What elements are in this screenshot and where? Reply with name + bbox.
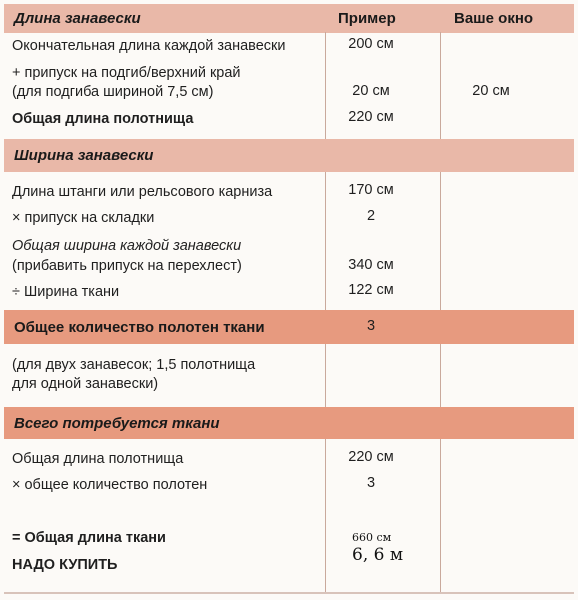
total-panel-length-label: Общая длина полотнища	[12, 111, 194, 127]
panel-count-title: Общее количество полотен ткани	[14, 318, 265, 336]
pleat-allowance-label: × припуск на складки	[12, 210, 155, 226]
your-window-column-header: Ваше окно	[454, 10, 534, 27]
bottom-rule	[4, 592, 574, 594]
handwritten-buy-amount: 6, 6 м	[352, 545, 404, 565]
pleat-allowance-example: 2	[366, 208, 376, 224]
total-panel-length-example: 220 см	[348, 109, 394, 125]
total-width-example: 340 см	[348, 257, 394, 273]
buy-label: НАДО КУПИТЬ	[12, 557, 118, 573]
length-header-band	[4, 4, 574, 33]
rod-length-example: 170 см	[348, 182, 394, 198]
fabric-width-label: ÷ Ширина ткани	[12, 284, 120, 300]
panel-multiplier-example: 3	[366, 475, 376, 491]
handwritten-result: 660 см	[352, 531, 392, 544]
hem-allowance-label-2: (для подгиба шириной 7,5 см)	[12, 84, 214, 100]
final-length-example: 200 см	[348, 36, 394, 52]
panel-count-note-1: (для двух занавесок; 1,5 полотнища	[12, 357, 256, 373]
total-width-label-1: Общая ширина каждой занавески	[12, 238, 242, 254]
panel-count-note-2: для одной занавески)	[12, 376, 159, 392]
fabric-total-label: = Общая длина ткани	[12, 530, 166, 546]
fabric-width-example: 122 см	[348, 282, 394, 298]
rod-length-label: Длина штанги или рельсового карниза	[12, 184, 273, 200]
total-length-label: Общая длина полотнища	[12, 451, 184, 467]
total-width-label-2: (прибавить припуск на перехлест)	[12, 258, 242, 274]
total-length-example: 220 см	[348, 449, 394, 465]
width-header-band	[4, 139, 574, 172]
hem-allowance-your-window: 20 см	[472, 83, 510, 99]
total-fabric-title: Всего потребуется ткани	[14, 414, 220, 432]
example-column-header: Пример	[338, 10, 396, 27]
panel-count-band	[4, 310, 574, 344]
panel-multiplier-label: × общее количество полотен	[12, 477, 208, 493]
total-fabric-band	[4, 407, 574, 439]
panel-count-example: 3	[366, 318, 376, 334]
final-length-label: Окончательная длина каждой занавески	[12, 38, 286, 54]
length-section-title: Длина занавески	[14, 10, 141, 27]
hem-allowance-example: 20 см	[352, 83, 390, 99]
width-section-title: Ширина занавески	[14, 147, 154, 164]
hem-allowance-label-1: + припуск на подгиб/верхний край	[12, 65, 241, 81]
